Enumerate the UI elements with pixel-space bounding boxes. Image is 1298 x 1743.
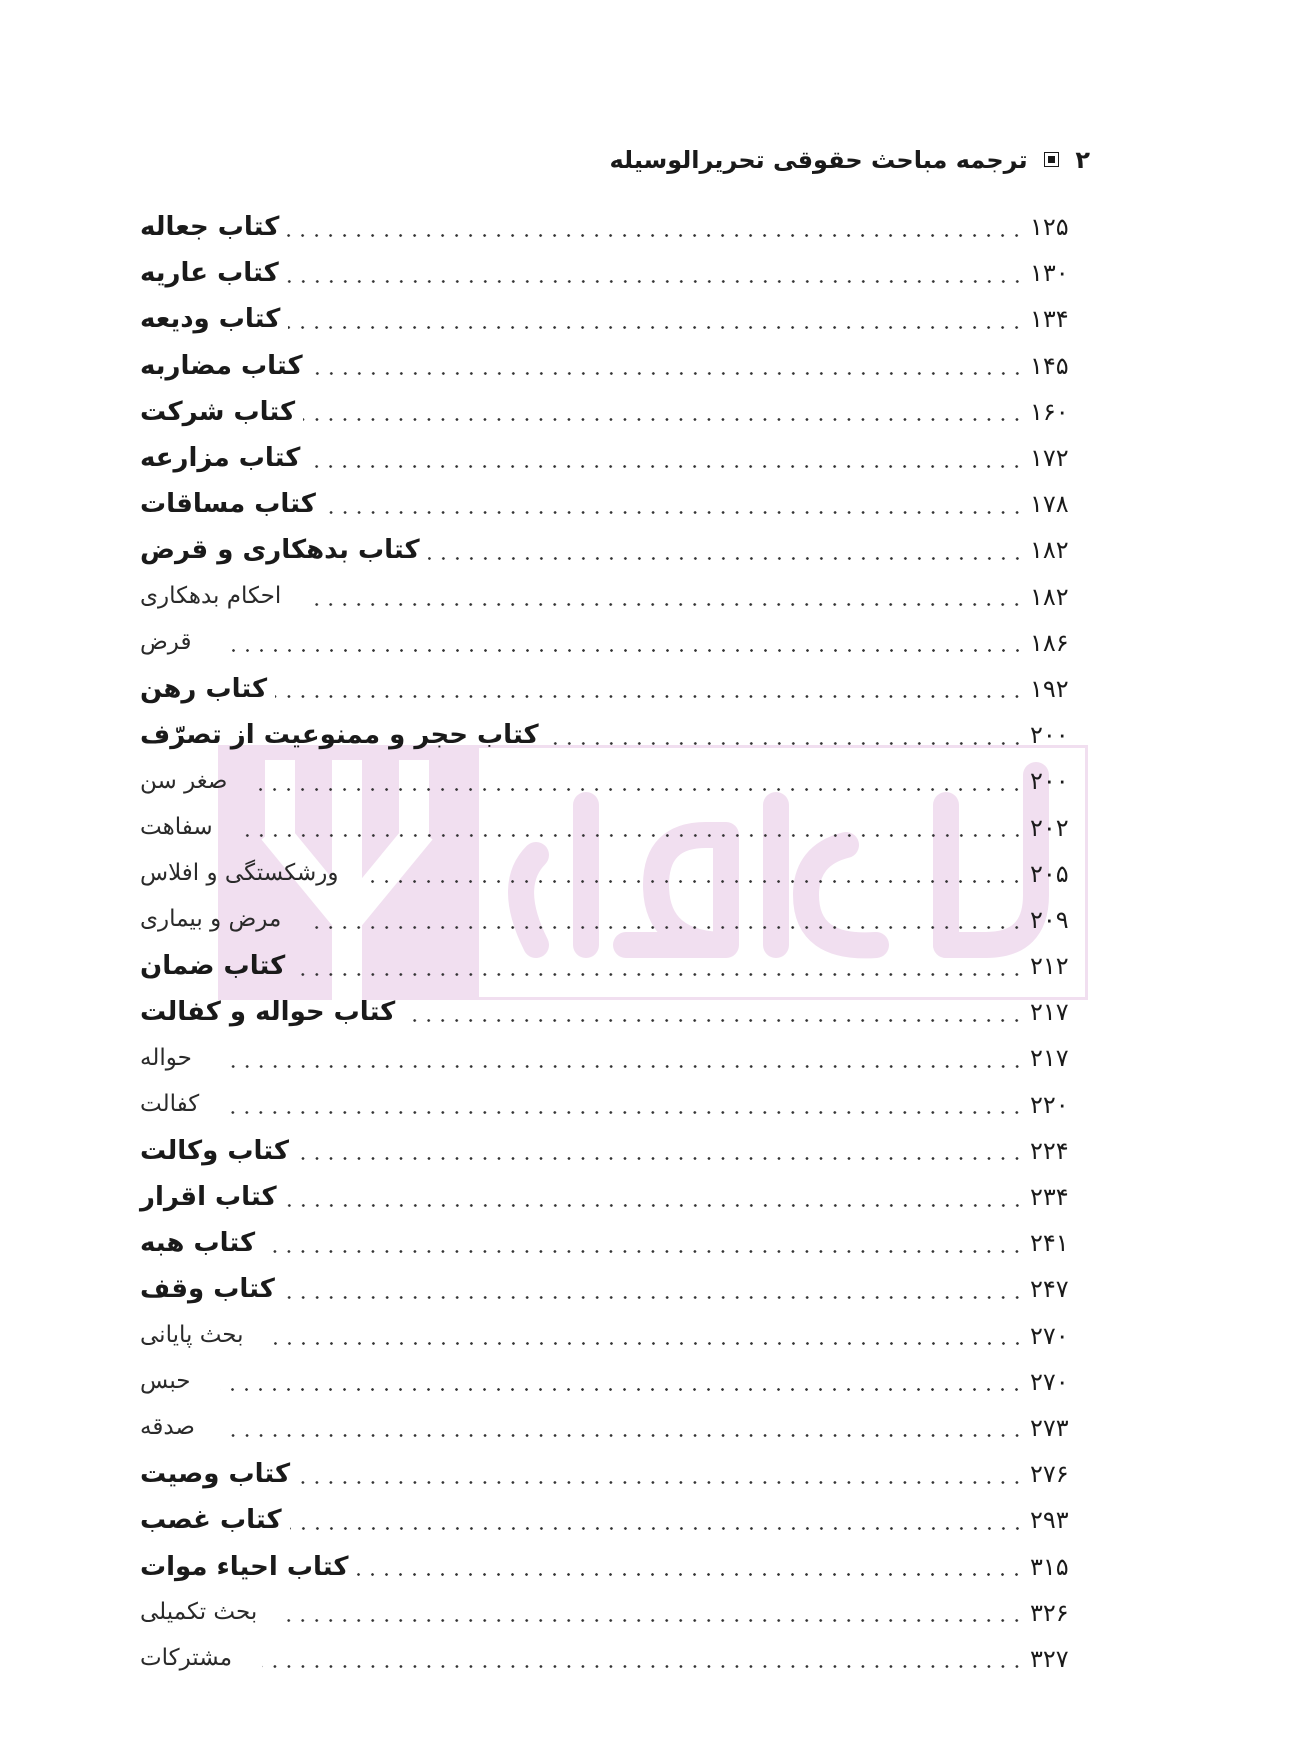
toc-entry-title: کتاب رهن [140, 673, 268, 704]
toc-chapter-row [140, 1128, 1090, 1174]
toc-chapter-row [140, 435, 1090, 481]
toc-chapter-row [140, 343, 1090, 389]
toc-entry-title: کتاب حواله و کفالت [140, 997, 396, 1028]
toc-chapter-row [140, 943, 1090, 989]
toc-section-row [140, 1082, 1090, 1128]
toc-entry-title: کتاب جعاله [140, 212, 280, 243]
toc-page-number: ۲۱۷ [1030, 1044, 1069, 1073]
header-page-number: ۲ [1075, 146, 1090, 174]
table-of-contents [140, 204, 1090, 1682]
dot-leader [324, 511, 1024, 514]
toc-section-row [140, 1313, 1090, 1359]
dot-leader [283, 1296, 1024, 1299]
toc-entry-title: مرض و بیماری [140, 906, 282, 933]
toc-page-number: ۲۷۰ [1030, 1367, 1069, 1396]
toc-page-number: ۳۲۷ [1030, 1644, 1069, 1673]
toc-page-number: ۲۷۳ [1030, 1413, 1069, 1442]
toc-entry-title: کتاب مزارعه [140, 443, 301, 474]
toc-entry-title: کفالت [140, 1091, 200, 1118]
toc-section-row [140, 804, 1090, 850]
toc-page-number: ۲۱۲ [1030, 952, 1069, 981]
dot-leader [311, 926, 1024, 929]
toc-page-number: ۲۰۰ [1030, 767, 1069, 796]
dot-leader [287, 1619, 1024, 1622]
dot-leader [285, 1204, 1024, 1207]
toc-page-number: ۲۰۲ [1030, 813, 1069, 842]
toc-chapter-row [140, 1266, 1090, 1312]
header-book-title: ترجمه مباحث حقوقی تحریرالوسیله [609, 146, 1028, 174]
toc-page-number: ۲۰۰ [1030, 721, 1069, 750]
toc-entry-title: کتاب هبه [140, 1228, 256, 1259]
toc-section-row [140, 1035, 1090, 1081]
toc-chapter-row [140, 1174, 1090, 1220]
toc-entry-title: سفاهت [140, 814, 213, 841]
toc-page-number: ۲۴۱ [1030, 1229, 1069, 1258]
toc-entry-title: کتاب بدهکاری و قرض [140, 535, 420, 566]
toc-entry-title: کتاب وصیت [140, 1459, 291, 1490]
dot-leader [222, 649, 1025, 652]
dot-leader [311, 603, 1024, 606]
dot-leader [287, 234, 1024, 237]
toc-entry-title: کتاب وقف [140, 1274, 275, 1305]
toc-chapter-row [140, 527, 1090, 573]
toc-page-number: ۱۷۸ [1030, 490, 1069, 519]
toc-entry-title: احکام بدهکاری [140, 583, 282, 610]
toc-section-row [140, 897, 1090, 943]
dot-leader [290, 1527, 1024, 1530]
toc-entry-title: بحث تکمیلی [140, 1599, 258, 1626]
toc-entry-title: صغر سن [140, 767, 228, 794]
toc-chapter-row [140, 712, 1090, 758]
dot-leader [263, 1250, 1024, 1253]
toc-chapter-row [140, 481, 1090, 527]
toc-entry-title: کتاب احیاء موات [140, 1551, 349, 1582]
toc-chapter-row [140, 250, 1090, 296]
dot-leader [356, 1573, 1024, 1576]
dot-leader [274, 1342, 1024, 1345]
toc-chapter-row [140, 389, 1090, 435]
toc-entry-title: کتاب غصب [140, 1505, 282, 1536]
toc-section-row [140, 1405, 1090, 1451]
toc-page-number: ۲۲۴ [1030, 1136, 1069, 1165]
toc-page-number: ۱۶۰ [1030, 397, 1069, 426]
toc-page-number: ۱۹۲ [1030, 674, 1069, 703]
toc-section-row [140, 574, 1090, 620]
dot-leader [229, 1111, 1024, 1114]
toc-page-number: ۱۳۴ [1030, 305, 1069, 334]
dot-leader [275, 695, 1024, 698]
dot-leader [220, 1388, 1024, 1391]
toc-entry-title: کتاب اقرار [140, 1182, 277, 1213]
toc-page-number: ۱۴۵ [1030, 351, 1069, 380]
toc-entry-title: بحث پایانی [140, 1322, 244, 1349]
toc-entry-title: کتاب حجر و ممنوعیت از تصرّف [140, 720, 539, 751]
dot-leader [311, 372, 1024, 375]
toc-entry-title: حبس [140, 1368, 191, 1395]
dot-leader [287, 280, 1024, 283]
toc-section-row [140, 1636, 1090, 1682]
toc-page-number: ۱۳۰ [1030, 259, 1069, 288]
dot-leader [225, 1434, 1024, 1437]
dot-leader [297, 1157, 1024, 1160]
toc-entry-title: مشترکات [140, 1645, 233, 1672]
toc-page-number: ۲۹۳ [1030, 1506, 1069, 1535]
toc-page-number: ۲۴۷ [1030, 1275, 1069, 1304]
toc-page-number: ۲۰۹ [1030, 905, 1069, 934]
toc-section-row [140, 1590, 1090, 1636]
square-ornament-icon [1044, 152, 1059, 167]
dot-leader [308, 465, 1024, 468]
toc-entry-title: کتاب شرکت [140, 396, 296, 427]
toc-page-number: ۱۸۲ [1030, 582, 1069, 611]
toc-page-number: ۳۱۵ [1030, 1552, 1069, 1581]
toc-section-row [140, 620, 1090, 666]
dot-leader [368, 880, 1024, 883]
dot-leader [547, 742, 1024, 745]
toc-chapter-row [140, 1220, 1090, 1266]
dot-leader [403, 1019, 1024, 1022]
toc-chapter-row [140, 296, 1090, 342]
dot-leader [222, 1065, 1024, 1068]
dot-leader [428, 557, 1024, 560]
dot-leader [243, 834, 1024, 837]
dot-leader [303, 418, 1024, 421]
dot-leader [298, 1481, 1024, 1484]
dot-leader [257, 788, 1024, 791]
toc-entry-title: کتاب مساقات [140, 489, 316, 520]
toc-page-number: ۲۰۵ [1030, 859, 1069, 888]
toc-page-number: ۲۷۰ [1030, 1321, 1069, 1350]
toc-entry-title: کتاب ضمان [140, 951, 286, 982]
toc-page-number: ۲۱۷ [1030, 998, 1069, 1027]
toc-section-row [140, 1359, 1090, 1405]
toc-section-row [140, 758, 1090, 804]
toc-entry-title: کتاب عاریه [140, 258, 279, 289]
toc-page-number: ۲۷۶ [1030, 1460, 1069, 1489]
toc-chapter-row [140, 666, 1090, 712]
toc-page-number: ۱۲۵ [1030, 213, 1069, 242]
running-header [609, 146, 1090, 174]
toc-page-number: ۱۷۲ [1030, 444, 1069, 473]
toc-page-number: ۱۸۶ [1030, 628, 1069, 657]
toc-page-number: ۲۳۴ [1030, 1183, 1069, 1212]
toc-entry-title: حواله [140, 1044, 192, 1071]
toc-entry-title: کتاب وکالت [140, 1135, 290, 1166]
toc-chapter-row [140, 204, 1090, 250]
dot-leader [288, 326, 1024, 329]
toc-entry-title: قرض [140, 629, 192, 656]
toc-entry-title: کتاب مضاربه [140, 350, 303, 381]
toc-chapter-row [140, 989, 1090, 1035]
toc-section-row [140, 851, 1090, 897]
toc-chapter-row [140, 1543, 1090, 1589]
dot-leader [293, 973, 1024, 976]
toc-entry-title: صدقه [140, 1414, 195, 1441]
toc-page-number: ۱۸۲ [1030, 536, 1069, 565]
toc-chapter-row [140, 1451, 1090, 1497]
toc-chapter-row [140, 1497, 1090, 1543]
toc-entry-title: کتاب ودیعه [140, 304, 281, 335]
dot-leader [262, 1665, 1024, 1668]
toc-page-number: ۲۲۰ [1030, 1090, 1069, 1119]
toc-page-number: ۳۲۶ [1030, 1598, 1069, 1627]
toc-entry-title: ورشکستگی و افلاس [140, 860, 339, 887]
